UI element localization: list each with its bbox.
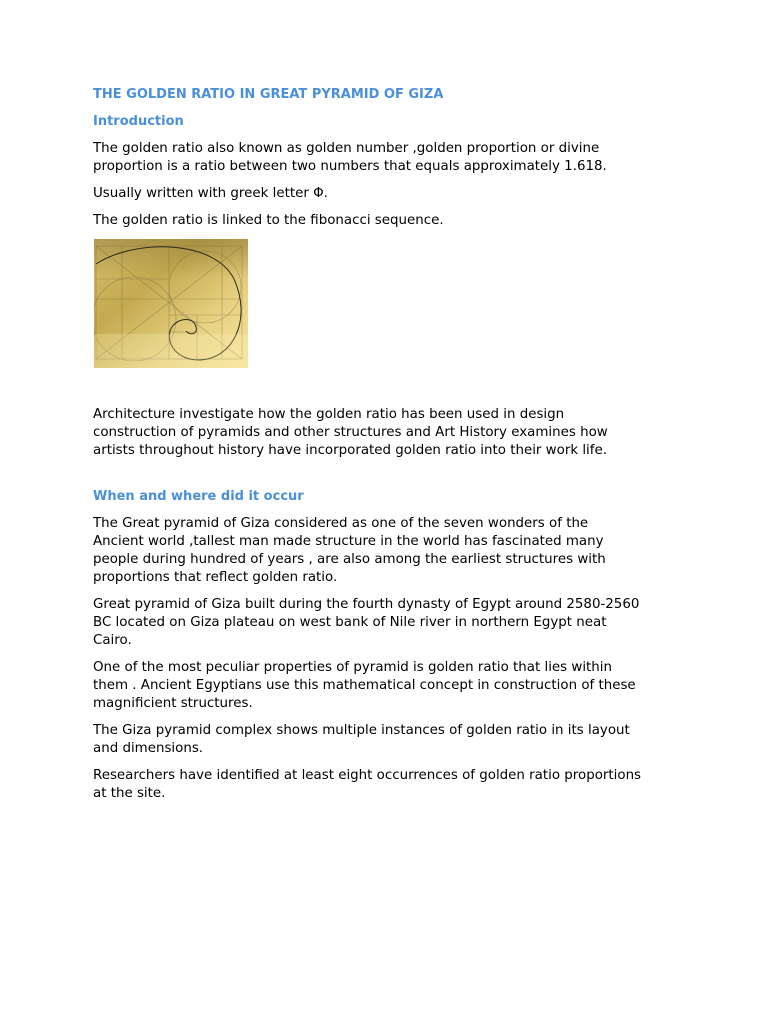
paragraph: The Giza pyramid complex shows multiple instances of golden ratio in its layout and dimensions. [93,723,630,756]
section-heading-when-where: When and where did it occur [93,489,304,504]
paragraph: Researchers have identified at least eight occurrences of golden ratio proportions at the site. [93,768,642,801]
golden-spiral-icon [94,239,248,368]
document-body [93,86,683,812]
paragraph: The golden ratio is linked to the fibonacci sequence. [93,213,444,228]
golden-spiral-image [94,239,248,368]
spacer [93,368,683,406]
paragraph: The Great pyramid of Giza considered as one of the seven wonders of the Ancient world ,tallest man made structure in the world has fascinated many people during hundred of years , are also among the earliest structures with proportions that reflect golden ratio. [93,516,606,585]
document-title: THE GOLDEN RATIO IN GREAT PYRAMID OF GIZA [93,87,444,102]
paragraph: Great pyramid of Giza built during the fourth dynasty of Egypt around 2580-2560 BC located on Giza plateau on west bank of Nile river in northern Egypt neat Cairo. [93,597,640,648]
paragraph: The golden ratio also known as golden number ,golden proportion or divine proportion is a ratio between two numbers that equals approximately 1.618. [93,141,607,174]
paragraph: Architecture investigate how the golden ratio has been used in design construction of pyramids and other structures and Art History examines how artists throughout history have incorporated golden ratio into their work life. [93,407,608,458]
spacer [93,469,683,488]
section-heading-introduction: Introduction [93,114,184,129]
paragraph: One of the most peculiar properties of pyramid is golden ratio that lies within them . Ancient Egyptians use this mathematical concept in construction of these magnificient structures. [93,660,636,711]
paragraph: Usually written with greek letter Φ. [93,186,328,201]
